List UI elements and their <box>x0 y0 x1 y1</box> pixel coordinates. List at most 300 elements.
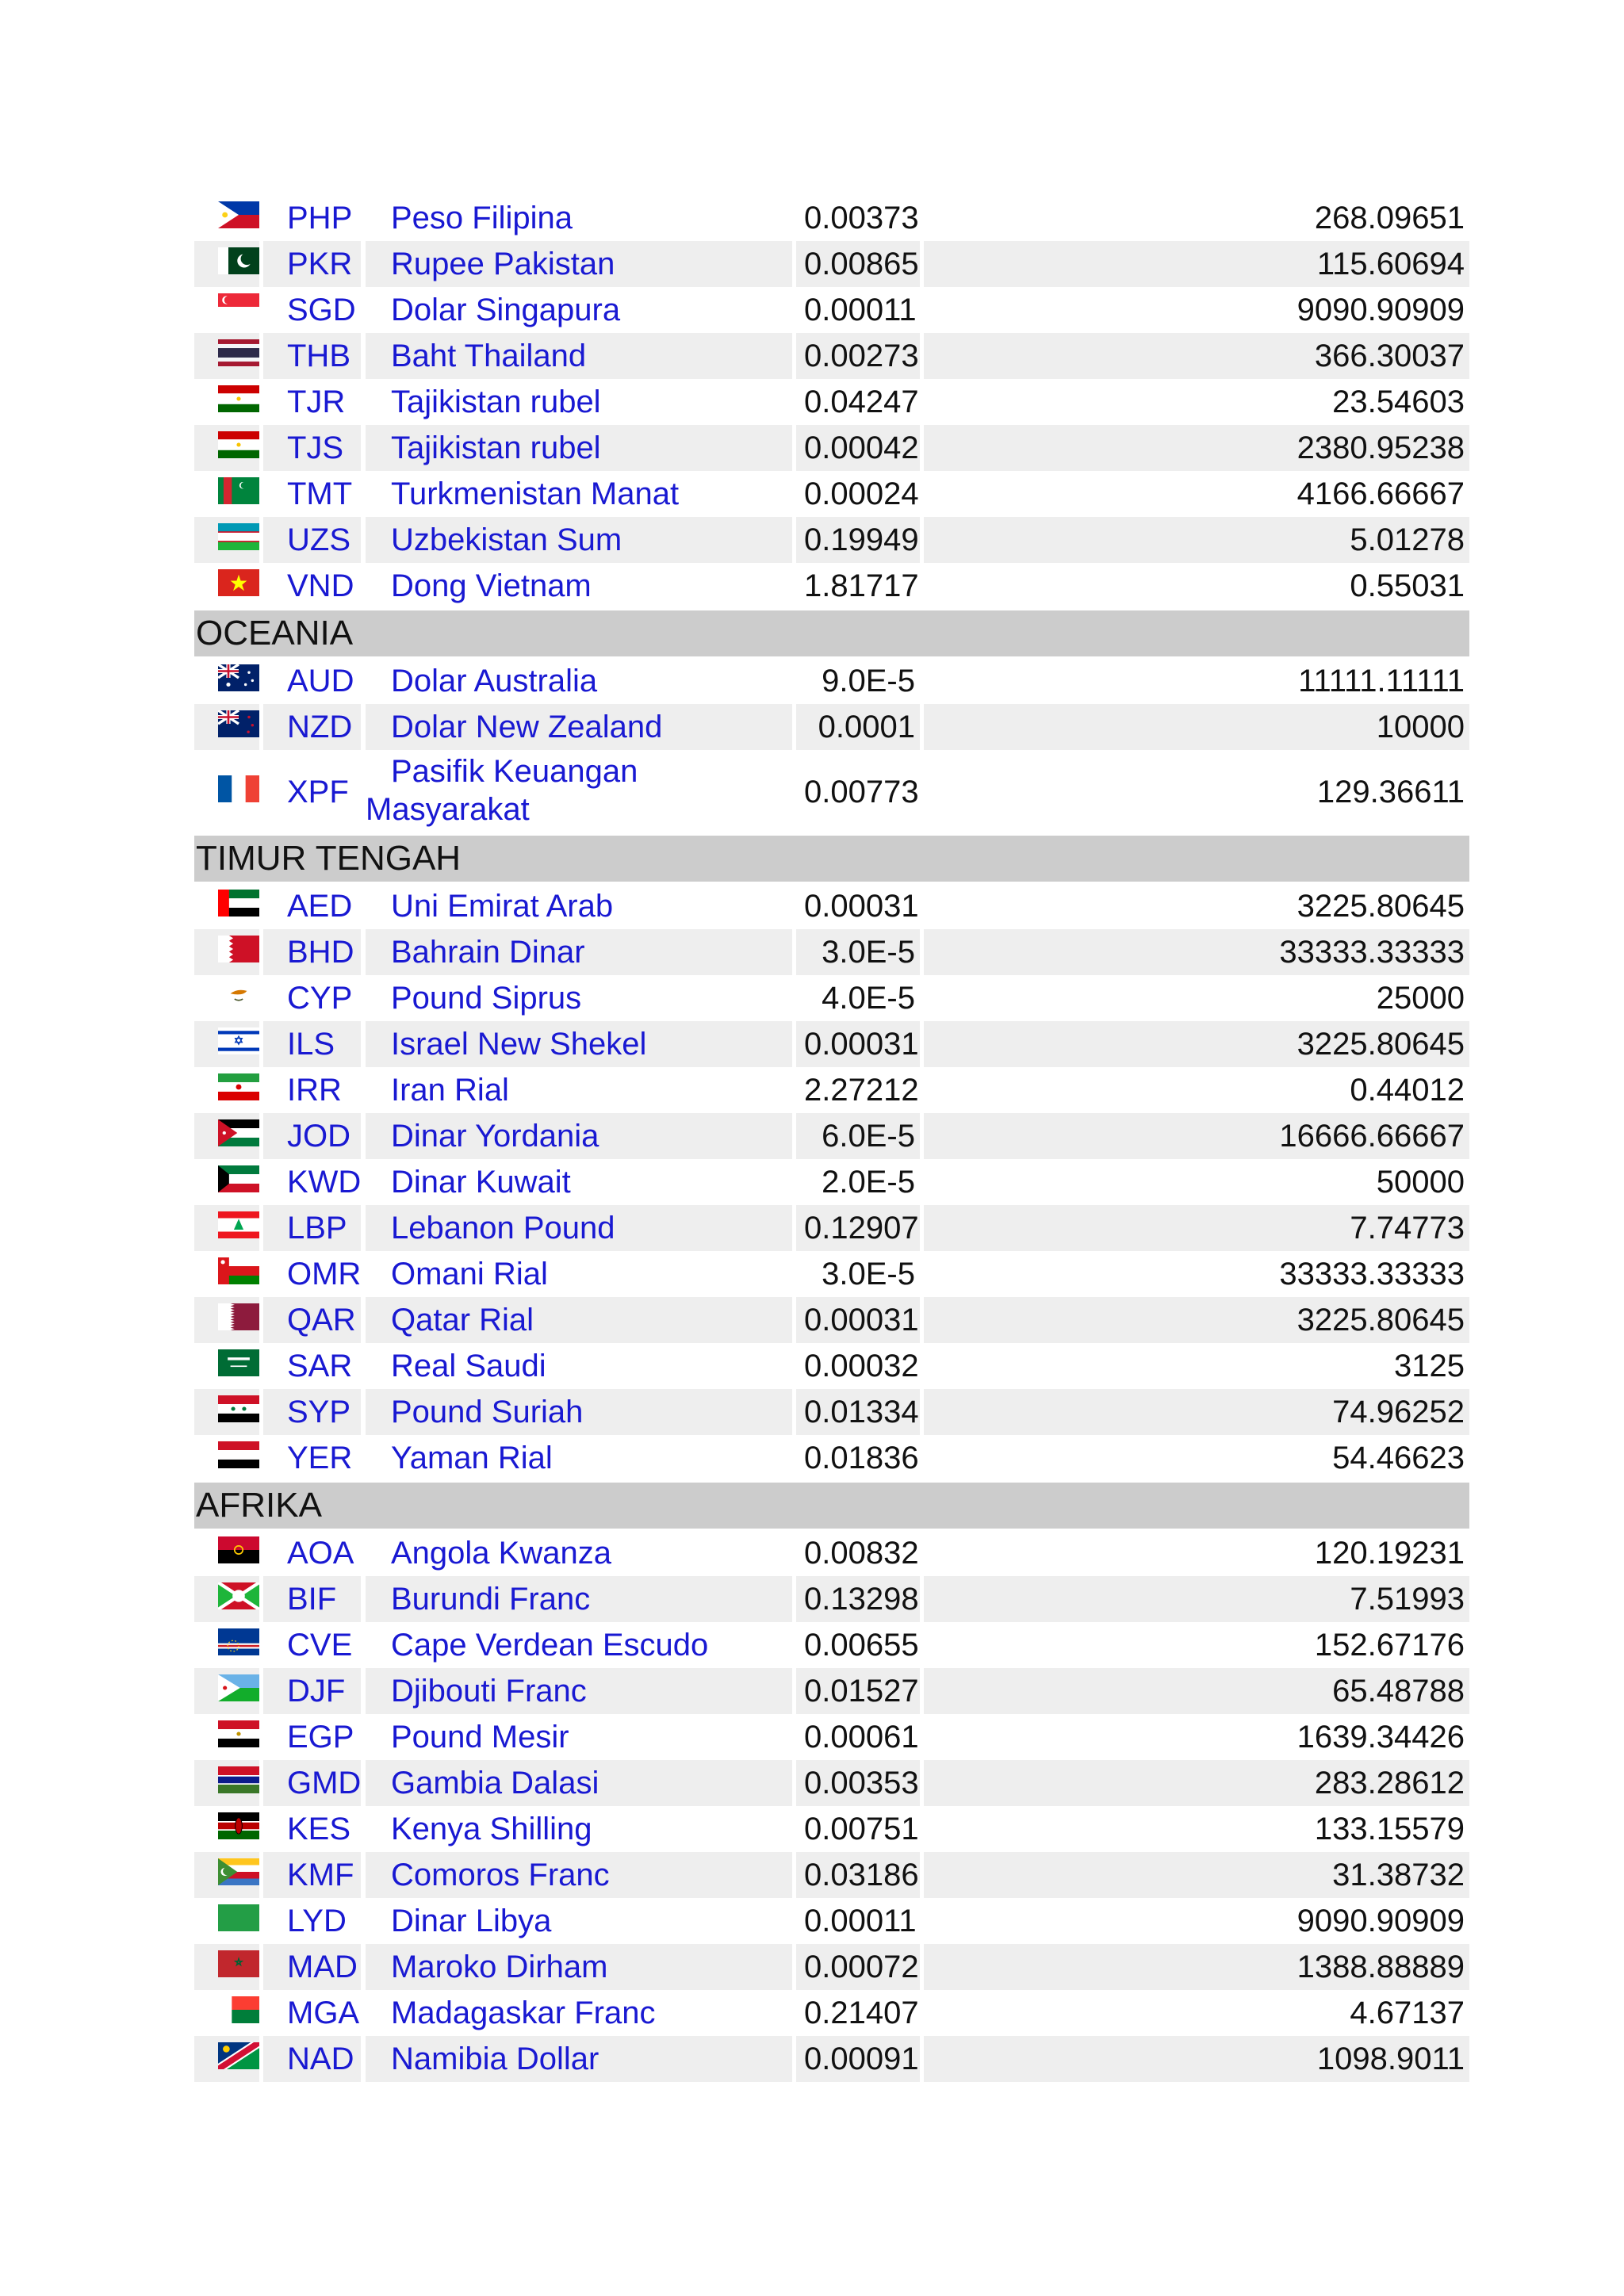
inverse-cell <box>924 425 1469 471</box>
currency-code-link[interactable]: MGA <box>287 1996 360 2030</box>
rate-value: 0.12907 <box>804 1211 919 1246</box>
inverse-value: 1639.34426 <box>1297 1720 1465 1755</box>
currency-name-link[interactable]: Baht Thailand <box>391 339 587 373</box>
currency-name-link[interactable]: Gambia Dalasi <box>391 1766 599 1800</box>
currency-name-link[interactable]: Burundi Franc <box>391 1582 591 1617</box>
flag-cell <box>194 1251 259 1297</box>
jo-flag-icon <box>218 1119 259 1146</box>
code-cell <box>263 1622 361 1668</box>
currency-code-link[interactable]: THB <box>287 339 350 373</box>
qa-flag-icon <box>218 1303 259 1330</box>
flag-cell <box>194 1668 259 1714</box>
currency-name-link[interactable]: Real Saudi <box>391 1349 546 1383</box>
rate-cell <box>796 1530 920 1576</box>
currency-row <box>194 1990 1469 2036</box>
currency-name-link[interactable]: Dinar Kuwait <box>391 1165 571 1200</box>
flag-cell <box>194 471 259 517</box>
rate-cell <box>796 1852 920 1898</box>
inverse-value: 2380.95238 <box>1297 430 1465 465</box>
inverse-value: 129.36611 <box>1316 775 1465 809</box>
flag-cell <box>194 1852 259 1898</box>
currency-name-link[interactable]: Cape Verdean Escudo <box>391 1628 709 1663</box>
dj-flag-icon <box>218 1674 259 1701</box>
code-cell <box>263 1389 361 1435</box>
rate-cell <box>796 1622 920 1668</box>
currency-name-link[interactable]: Angola Kwanza <box>391 1536 611 1571</box>
flag-cell <box>194 750 259 834</box>
currency-name-link[interactable]: Turkmenistan Manat <box>391 476 680 511</box>
inverse-cell <box>924 1990 1469 2036</box>
rate-cell <box>796 1806 920 1852</box>
rate-value: 0.00373 <box>804 201 919 235</box>
inverse-cell <box>924 929 1469 975</box>
inverse-cell <box>924 1576 1469 1622</box>
inverse-value: 33333.33333 <box>1279 935 1465 970</box>
name-cell <box>366 1990 792 2036</box>
flag-cell <box>194 1760 259 1806</box>
code-cell <box>263 2036 361 2082</box>
eg-flag-icon <box>218 1720 259 1747</box>
inverse-value: 0.55031 <box>1350 568 1465 603</box>
inverse-value: 133.15579 <box>1314 1812 1465 1846</box>
name-cell <box>366 1435 792 1481</box>
rate-cell <box>796 1435 920 1481</box>
currency-name-link[interactable]: Comoros Franc <box>391 1858 610 1892</box>
rate-cell <box>796 1205 920 1251</box>
inverse-value: 50000 <box>1376 1165 1465 1200</box>
currency-row <box>194 975 1469 1021</box>
currency-name-link[interactable]: Uni Emirat Arab <box>391 889 614 924</box>
rate-value: 0.00773 <box>804 775 919 809</box>
currency-code-link[interactable]: EGP <box>287 1720 354 1755</box>
currency-code-link[interactable]: NAD <box>287 2042 354 2076</box>
inverse-cell <box>924 379 1469 425</box>
currency-row <box>194 1251 1469 1297</box>
currency-code-link[interactable]: BHD <box>287 935 354 970</box>
inverse-value: 9090.90909 <box>1297 293 1465 327</box>
sg-flag-icon <box>218 293 259 320</box>
cv-flag-icon <box>218 1628 259 1655</box>
code-cell <box>263 1343 361 1389</box>
inverse-value: 3225.80645 <box>1297 1303 1465 1337</box>
currency-name-link[interactable]: Bahrain Dinar <box>391 935 585 970</box>
currency-name-link[interactable]: Dolar Singapura <box>391 293 621 327</box>
currency-code-link[interactable]: JOD <box>287 1119 350 1154</box>
inverse-cell <box>924 471 1469 517</box>
inverse-cell <box>924 1343 1469 1389</box>
flag-cell <box>194 1435 259 1481</box>
inverse-value: 10000 <box>1376 710 1465 744</box>
rate-value: 0.01334 <box>804 1395 919 1429</box>
rate-cell <box>796 379 920 425</box>
flag-cell <box>194 425 259 471</box>
code-cell <box>263 975 361 1021</box>
name-cell <box>366 425 792 471</box>
rate-value: 0.00072 <box>804 1950 919 1984</box>
flag-cell <box>194 195 259 241</box>
currency-row <box>194 471 1469 517</box>
ke-flag-icon <box>218 1812 259 1839</box>
rate-cell <box>796 1113 920 1159</box>
inverse-value: 3225.80645 <box>1297 889 1465 924</box>
currency-code-link[interactable]: MAD <box>287 1950 358 1984</box>
name-cell <box>366 1159 792 1205</box>
currency-name-line: Pasifik Keuangan <box>391 754 638 789</box>
inverse-value: 11111.11111 <box>1298 664 1465 698</box>
name-cell <box>366 1760 792 1806</box>
currency-code-link[interactable]: BIF <box>287 1582 337 1617</box>
bh-flag-icon <box>218 936 259 962</box>
currency-code-link[interactable]: PKR <box>287 247 353 281</box>
inverse-cell <box>924 1806 1469 1852</box>
code-cell <box>263 1576 361 1622</box>
currency-row <box>194 1067 1469 1113</box>
rate-cell <box>796 1251 920 1297</box>
currency-code-link[interactable]: ILS <box>287 1027 335 1062</box>
inverse-value: 366.30037 <box>1314 339 1465 373</box>
flag-cell <box>194 1530 259 1576</box>
name-cell <box>366 1944 792 1990</box>
code-cell <box>263 379 361 425</box>
rate-value: 0.00273 <box>804 339 919 373</box>
currency-code-link[interactable]: GMD <box>287 1766 362 1800</box>
name-cell <box>366 471 792 517</box>
inverse-value: 74.96252 <box>1332 1395 1465 1429</box>
bi-flag-icon <box>218 1582 259 1609</box>
rate-value: 0.00865 <box>804 247 919 281</box>
currency-name-link[interactable]: Dinar Yordania <box>391 1119 599 1154</box>
currency-code-link[interactable]: VND <box>287 568 354 603</box>
rate-value: 0.00061 <box>804 1720 919 1755</box>
inverse-cell <box>924 1530 1469 1576</box>
currency-name-link[interactable]: Lebanon Pound <box>391 1211 615 1246</box>
currency-code-link[interactable]: LYD <box>287 1904 347 1938</box>
na-flag-icon <box>218 2042 259 2069</box>
inverse-value: 31.38732 <box>1332 1858 1465 1892</box>
inverse-value: 3125 <box>1394 1349 1465 1383</box>
code-cell <box>263 287 361 333</box>
code-cell <box>263 1714 361 1760</box>
rate-value: 0.0001 <box>818 710 915 744</box>
currency-name-link[interactable]: Israel New Shekel <box>391 1027 647 1062</box>
sy-flag-icon <box>218 1395 259 1422</box>
name-cell <box>366 883 792 929</box>
currency-row <box>194 195 1469 241</box>
rate-value: 0.04247 <box>804 385 919 419</box>
currency-code-link[interactable]: KMF <box>287 1858 354 1892</box>
name-cell <box>366 1021 792 1067</box>
currency-name-link[interactable]: Yaman Rial <box>391 1441 553 1475</box>
currency-name-link[interactable]: Tajikistan rubel <box>391 430 601 465</box>
code-cell <box>263 1530 361 1576</box>
section-title: OCEANIA <box>196 614 354 652</box>
inverse-value: 54.46623 <box>1332 1441 1465 1475</box>
name-cell <box>366 1389 792 1435</box>
flag-cell <box>194 1021 259 1067</box>
name-cell <box>366 1067 792 1113</box>
rate-value: 3.0E-5 <box>822 935 915 970</box>
currency-code-link[interactable]: CYP <box>287 981 353 1016</box>
currency-code-link[interactable]: DJF <box>287 1674 346 1709</box>
rate-cell <box>796 883 920 929</box>
rate-value: 0.03186 <box>804 1858 919 1892</box>
tj-flag-icon <box>218 385 259 412</box>
name-cell <box>366 658 792 704</box>
rate-cell <box>796 929 920 975</box>
rate-cell <box>796 704 920 750</box>
code-cell <box>263 1159 361 1205</box>
inverse-cell <box>924 1297 1469 1343</box>
inverse-value: 0.44012 <box>1350 1073 1465 1108</box>
flag-cell <box>194 929 259 975</box>
rate-cell <box>796 1159 920 1205</box>
currency-code-link[interactable]: KES <box>287 1812 351 1846</box>
flag-cell <box>194 704 259 750</box>
code-cell <box>263 929 361 975</box>
rate-value: 0.00751 <box>804 1812 919 1846</box>
name-cell <box>366 1898 792 1944</box>
section-header <box>194 836 1469 882</box>
currency-row <box>194 1021 1469 1067</box>
inverse-value: 268.09651 <box>1314 201 1465 235</box>
name-cell <box>366 2036 792 2082</box>
il-flag-icon <box>218 1027 259 1054</box>
ao-flag-icon <box>218 1536 259 1563</box>
code-cell <box>263 1205 361 1251</box>
currency-name-link[interactable]: Djibouti Franc <box>391 1674 587 1709</box>
currency-name-link[interactable]: Dinar Libya <box>391 1904 552 1938</box>
inverse-cell <box>924 704 1469 750</box>
currency-row <box>194 658 1469 704</box>
name-cell <box>366 1297 792 1343</box>
currency-code-link[interactable]: LBP <box>287 1211 347 1246</box>
currency-row <box>194 929 1469 975</box>
inverse-cell <box>924 1622 1469 1668</box>
name-cell <box>366 929 792 975</box>
currency-row <box>194 1205 1469 1251</box>
code-cell <box>263 563 361 609</box>
currency-name-link[interactable]: Pound Mesir <box>391 1720 569 1755</box>
currency-row <box>194 2036 1469 2082</box>
name-cell <box>366 241 792 287</box>
flag-cell <box>194 1622 259 1668</box>
currency-name-link[interactable]: Tajikistan rubel <box>391 385 601 419</box>
currency-name-link[interactable]: Pound Suriah <box>391 1395 584 1429</box>
rate-cell <box>796 471 920 517</box>
rate-value: 0.00353 <box>804 1766 919 1800</box>
currency-name-link[interactable]: Dolar Australia <box>391 664 598 698</box>
inverse-cell <box>924 333 1469 379</box>
code-cell <box>263 471 361 517</box>
lb-flag-icon <box>218 1211 259 1238</box>
flag-cell <box>194 658 259 704</box>
name-cell <box>366 287 792 333</box>
currency-name-link[interactable]: Pound Siprus <box>391 981 582 1016</box>
currency-code-link[interactable]: AED <box>287 889 353 924</box>
name-cell <box>366 1343 792 1389</box>
flag-cell <box>194 1113 259 1159</box>
rate-value: 6.0E-5 <box>822 1119 915 1154</box>
km-flag-icon <box>218 1858 259 1885</box>
flag-cell <box>194 517 259 563</box>
currency-row <box>194 1714 1469 1760</box>
ph-flag-icon <box>218 201 259 228</box>
inverse-cell <box>924 1760 1469 1806</box>
name-cell <box>366 563 792 609</box>
currency-row <box>194 1622 1469 1668</box>
name-cell <box>366 1113 792 1159</box>
rate-cell <box>796 425 920 471</box>
currency-name-link[interactable]: Maroko Dirham <box>391 1950 608 1984</box>
currency-row <box>194 517 1469 563</box>
inverse-value: 1098.9011 <box>1316 2042 1465 2076</box>
inverse-cell <box>924 1714 1469 1760</box>
currency-code-link[interactable]: IRR <box>287 1073 342 1108</box>
flag-cell <box>194 1205 259 1251</box>
inverse-cell <box>924 195 1469 241</box>
currency-code-link[interactable]: SGD <box>287 293 356 327</box>
currency-name-link[interactable]: Kenya Shilling <box>391 1812 592 1846</box>
code-cell <box>263 1435 361 1481</box>
inverse-cell <box>924 883 1469 929</box>
inverse-value: 3225.80645 <box>1297 1027 1465 1062</box>
rate-value: 0.00042 <box>804 430 919 465</box>
currency-name-link[interactable]: Peso Filipina <box>391 201 573 235</box>
currency-row <box>194 379 1469 425</box>
code-cell <box>263 750 361 834</box>
name-cell <box>366 1714 792 1760</box>
flag-cell <box>194 883 259 929</box>
inverse-cell <box>924 517 1469 563</box>
code-cell <box>263 1251 361 1297</box>
currency-code-link[interactable]: AOA <box>287 1536 354 1571</box>
name-cell <box>366 1806 792 1852</box>
currency-code-link[interactable]: QAR <box>287 1303 356 1337</box>
gm-flag-icon <box>218 1766 259 1793</box>
currency-row <box>194 1530 1469 1576</box>
rate-value: 0.00031 <box>804 889 919 924</box>
currency-code-link[interactable]: TJS <box>287 430 344 465</box>
currency-code-link[interactable]: UZS <box>287 522 350 557</box>
ma-flag-icon <box>218 1950 259 1977</box>
currency-name-link[interactable]: Dong Vietnam <box>391 568 592 603</box>
au-flag-icon <box>218 664 259 691</box>
currency-code-link[interactable]: PHP <box>287 201 353 235</box>
rate-cell <box>796 975 920 1021</box>
currency-name-link[interactable]: Qatar Rial <box>391 1303 534 1337</box>
inverse-cell <box>924 1944 1469 1990</box>
currency-row <box>194 425 1469 471</box>
currency-table <box>194 195 1469 2082</box>
currency-name-link[interactable]: Dolar New Zealand <box>391 710 663 744</box>
inverse-cell <box>924 1852 1469 1898</box>
currency-name-link[interactable]: Madagaskar Franc <box>391 1996 656 2030</box>
rate-value: 0.00031 <box>804 1303 919 1337</box>
inverse-cell <box>924 563 1469 609</box>
name-cell <box>366 1852 792 1898</box>
inverse-value: 7.74773 <box>1350 1211 1465 1246</box>
flag-cell <box>194 241 259 287</box>
inverse-cell <box>924 1389 1469 1435</box>
flag-cell <box>194 1714 259 1760</box>
currency-row <box>194 1343 1469 1389</box>
currency-row <box>194 1760 1469 1806</box>
flag-cell <box>194 1898 259 1944</box>
ae-flag-icon <box>218 890 259 916</box>
flag-cell <box>194 379 259 425</box>
currency-code-link[interactable]: SYP <box>287 1395 351 1429</box>
currency-row <box>194 333 1469 379</box>
currency-name-link[interactable]: Iran Rial <box>391 1073 509 1108</box>
rate-cell <box>796 1944 920 1990</box>
currency-code-link[interactable]: NZD <box>287 710 353 744</box>
inverse-cell <box>924 975 1469 1021</box>
currency-name-link[interactable]: Namibia Dollar <box>391 2042 599 2076</box>
rate-cell <box>796 1714 920 1760</box>
rate-cell <box>796 563 920 609</box>
sa-flag-icon <box>218 1349 259 1376</box>
currency-name-link[interactable]: Rupee Pakistan <box>391 247 615 281</box>
rate-value: 0.00011 <box>804 1904 917 1938</box>
inverse-value: 4166.66667 <box>1297 476 1465 511</box>
section-title: TIMUR TENGAH <box>196 839 462 878</box>
rate-value: 9.0E-5 <box>822 664 915 698</box>
currency-code-link[interactable]: SAR <box>287 1349 353 1383</box>
currency-code-link[interactable]: TMT <box>287 476 353 511</box>
currency-code-link[interactable]: YER <box>287 1441 353 1475</box>
flag-cell <box>194 2036 259 2082</box>
name-cell <box>366 195 792 241</box>
currency-code-link[interactable]: XPF <box>287 775 349 809</box>
pk-flag-icon <box>218 247 259 274</box>
currency-code-link[interactable]: CVE <box>287 1628 353 1663</box>
currency-row <box>194 241 1469 287</box>
rate-value: 2.0E-5 <box>822 1165 915 1200</box>
inverse-value: 1388.88889 <box>1297 1950 1465 1984</box>
rate-cell <box>796 241 920 287</box>
rate-value: 0.00024 <box>804 476 919 511</box>
currency-row <box>194 1435 1469 1481</box>
flag-cell <box>194 563 259 609</box>
kw-flag-icon <box>218 1165 259 1192</box>
code-cell <box>263 1067 361 1113</box>
rate-value: 0.01836 <box>804 1441 919 1475</box>
rate-cell <box>796 1389 920 1435</box>
inverse-value: 25000 <box>1376 981 1465 1016</box>
flag-cell <box>194 1806 259 1852</box>
rate-cell <box>796 333 920 379</box>
rate-cell <box>796 1576 920 1622</box>
rate-cell <box>796 1021 920 1067</box>
inverse-value: 9090.90909 <box>1297 1904 1465 1938</box>
currency-row <box>194 1159 1469 1205</box>
currency-name-link[interactable]: Omani Rial <box>391 1257 548 1292</box>
currency-row <box>194 563 1469 609</box>
tm-flag-icon <box>218 477 259 504</box>
vn-flag-icon <box>218 569 259 596</box>
currency-code-link[interactable]: AUD <box>287 664 354 698</box>
currency-code-link[interactable]: TJR <box>287 385 346 419</box>
name-cell <box>366 1576 792 1622</box>
currency-name-link[interactable]: Uzbekistan Sum <box>391 522 622 557</box>
currency-name-link[interactable] <box>366 752 638 828</box>
inverse-value: 283.28612 <box>1314 1766 1465 1800</box>
rate-value: 0.21407 <box>804 1996 919 2030</box>
currency-code-link[interactable]: KWD <box>287 1165 362 1200</box>
rate-value: 4.0E-5 <box>822 981 915 1016</box>
currency-code-link[interactable]: OMR <box>287 1257 362 1292</box>
inverse-cell <box>924 1898 1469 1944</box>
